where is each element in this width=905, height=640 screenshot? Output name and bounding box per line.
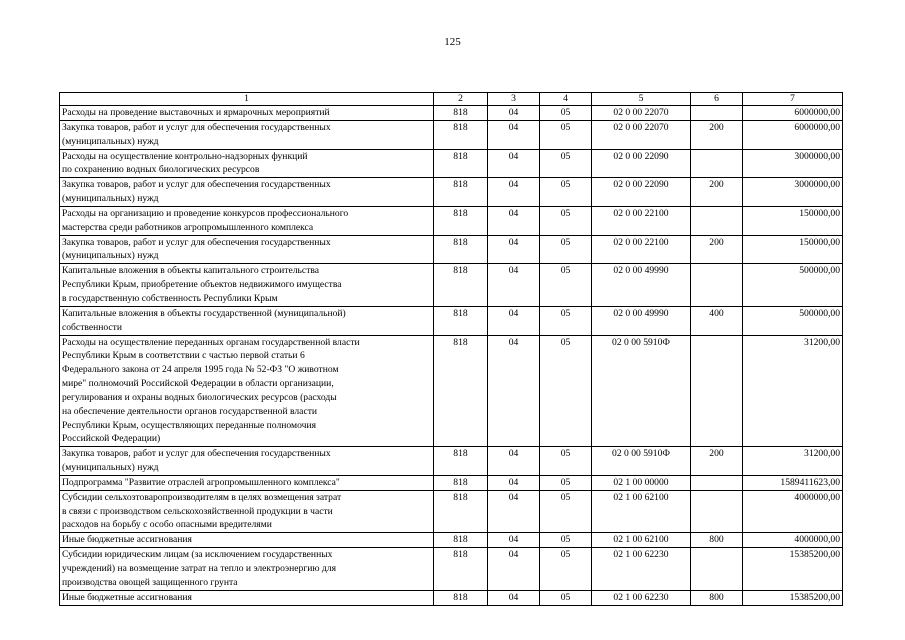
row-section-code: 04 bbox=[488, 590, 540, 605]
row-name: Субсидии юридическим лицам (за исключением государственных учреждений) на возмещение затрат на тепло и электроэнергию для производства овощей защищенного грунта bbox=[60, 548, 434, 591]
row-section-code: 04 bbox=[488, 548, 540, 591]
table-row bbox=[60, 178, 843, 207]
column-header: 4 bbox=[540, 93, 592, 106]
row-expense-type-code: 800 bbox=[691, 533, 743, 548]
column-header: 6 bbox=[691, 93, 743, 106]
row-expense-type-code bbox=[691, 490, 743, 533]
row-target-article-code: 02 0 00 5910Ф bbox=[592, 447, 691, 476]
row-section-code: 04 bbox=[488, 106, 540, 121]
row-section-code: 04 bbox=[488, 335, 540, 447]
row-expense-type-code: 200 bbox=[691, 447, 743, 476]
row-target-article-code: 02 0 00 5910Ф bbox=[592, 335, 691, 447]
row-subsection-code: 05 bbox=[540, 149, 592, 178]
row-subsection-code: 05 bbox=[540, 306, 592, 335]
row-target-article-code: 02 0 00 22100 bbox=[592, 235, 691, 264]
row-target-article-code: 02 0 00 49990 bbox=[592, 264, 691, 307]
row-target-article-code: 02 0 00 22070 bbox=[592, 106, 691, 121]
table-row bbox=[60, 206, 843, 235]
row-amount: 31200,00 bbox=[743, 335, 843, 447]
row-subsection-code: 05 bbox=[540, 235, 592, 264]
budget-table bbox=[59, 92, 843, 606]
row-expense-type-code bbox=[691, 335, 743, 447]
table-row bbox=[60, 120, 843, 149]
row-department-code: 818 bbox=[434, 306, 488, 335]
row-name: Расходы на осуществление переданных органам государственной власти Республики Крым в соответствии с частью первой статьи 6 Федерального закона от 24 апреля 1995 года № 52-ФЗ "О животном мире" полномочий Российской Федерации в области организации, регулирования и охраны водных биологических ресурсов (расходы на обеспечение деятельности органов государственной власти Республики Крым, осуществляющих переданные полномочия Российской Федерации) bbox=[60, 335, 434, 447]
table-row bbox=[60, 264, 843, 307]
row-target-article-code: 02 1 00 62230 bbox=[592, 548, 691, 591]
row-target-article-code: 02 1 00 62100 bbox=[592, 490, 691, 533]
header-row bbox=[60, 93, 843, 106]
row-department-code: 818 bbox=[434, 178, 488, 207]
row-subsection-code: 05 bbox=[540, 178, 592, 207]
row-expense-type-code bbox=[691, 106, 743, 121]
row-section-code: 04 bbox=[488, 475, 540, 490]
table-row bbox=[60, 335, 843, 447]
row-amount: 500000,00 bbox=[743, 264, 843, 307]
row-name: Расходы на организацию и проведение конкурсов профессионального мастерства среди работников агропромышленного комплекса bbox=[60, 206, 434, 235]
row-department-code: 818 bbox=[434, 490, 488, 533]
row-target-article-code: 02 0 00 22070 bbox=[592, 120, 691, 149]
row-target-article-code: 02 1 00 62100 bbox=[592, 533, 691, 548]
row-amount: 31200,00 bbox=[743, 447, 843, 476]
row-name: Субсидии сельхозтоваропроизводителям в целях возмещения затрат в связи с производством сельскохозяйственной продукции в части расходов на борьбу с особо опасными вредителями bbox=[60, 490, 434, 533]
row-target-article-code: 02 0 00 22090 bbox=[592, 149, 691, 178]
row-amount: 150000,00 bbox=[743, 206, 843, 235]
row-section-code: 04 bbox=[488, 490, 540, 533]
table-row bbox=[60, 106, 843, 121]
row-expense-type-code: 200 bbox=[691, 235, 743, 264]
row-target-article-code: 02 1 00 00000 bbox=[592, 475, 691, 490]
row-expense-type-code bbox=[691, 149, 743, 178]
table-row bbox=[60, 306, 843, 335]
row-name: Иные бюджетные ассигнования bbox=[60, 533, 434, 548]
row-subsection-code: 05 bbox=[540, 533, 592, 548]
row-subsection-code: 05 bbox=[540, 206, 592, 235]
row-department-code: 818 bbox=[434, 447, 488, 476]
table-row bbox=[60, 548, 843, 591]
row-section-code: 04 bbox=[488, 306, 540, 335]
row-subsection-code: 05 bbox=[540, 106, 592, 121]
row-expense-type-code bbox=[691, 548, 743, 591]
page-number: 125 bbox=[444, 36, 461, 48]
row-target-article-code: 02 0 00 22090 bbox=[592, 178, 691, 207]
column-header: 2 bbox=[434, 93, 488, 106]
row-expense-type-code: 800 bbox=[691, 590, 743, 605]
row-name: Расходы на осуществление контрольно-надзорных функций по сохранению водных биологических ресурсов bbox=[60, 149, 434, 178]
row-amount: 15385200,00 bbox=[743, 548, 843, 591]
row-name: Подпрограмма "Развитие отраслей агропромышленного комплекса" bbox=[60, 475, 434, 490]
table-row bbox=[60, 533, 843, 548]
row-name: Закупка товаров, работ и услуг для обеспечения государственных (муниципальных) нужд bbox=[60, 235, 434, 264]
row-subsection-code: 05 bbox=[540, 475, 592, 490]
row-amount: 3000000,00 bbox=[743, 149, 843, 178]
row-amount: 3000000,00 bbox=[743, 178, 843, 207]
row-target-article-code: 02 0 00 49990 bbox=[592, 306, 691, 335]
row-section-code: 04 bbox=[488, 235, 540, 264]
row-name: Закупка товаров, работ и услуг для обеспечения государственных (муниципальных) нужд bbox=[60, 120, 434, 149]
row-department-code: 818 bbox=[434, 235, 488, 264]
row-section-code: 04 bbox=[488, 120, 540, 149]
column-header: 5 bbox=[592, 93, 691, 106]
row-section-code: 04 bbox=[488, 447, 540, 476]
row-name: Капитальные вложения в объекты государственной (муниципальной) собственности bbox=[60, 306, 434, 335]
row-subsection-code: 05 bbox=[540, 590, 592, 605]
row-department-code: 818 bbox=[434, 149, 488, 178]
row-expense-type-code: 200 bbox=[691, 178, 743, 207]
row-subsection-code: 05 bbox=[540, 335, 592, 447]
table-row bbox=[60, 475, 843, 490]
row-department-code: 818 bbox=[434, 264, 488, 307]
row-amount: 6000000,00 bbox=[743, 106, 843, 121]
row-section-code: 04 bbox=[488, 178, 540, 207]
row-subsection-code: 05 bbox=[540, 120, 592, 149]
row-target-article-code: 02 0 00 22100 bbox=[592, 206, 691, 235]
row-amount: 150000,00 bbox=[743, 235, 843, 264]
row-subsection-code: 05 bbox=[540, 548, 592, 591]
column-header: 7 bbox=[743, 93, 843, 106]
column-header: 3 bbox=[488, 93, 540, 106]
row-name: Закупка товаров, работ и услуг для обеспечения государственных (муниципальных) нужд bbox=[60, 178, 434, 207]
row-expense-type-code bbox=[691, 206, 743, 235]
row-section-code: 04 bbox=[488, 264, 540, 307]
row-amount: 15385200,00 bbox=[743, 590, 843, 605]
row-amount: 4000000,00 bbox=[743, 533, 843, 548]
table-row bbox=[60, 447, 843, 476]
row-department-code: 818 bbox=[434, 106, 488, 121]
row-section-code: 04 bbox=[488, 149, 540, 178]
table-row bbox=[60, 149, 843, 178]
row-amount: 6000000,00 bbox=[743, 120, 843, 149]
row-department-code: 818 bbox=[434, 590, 488, 605]
row-expense-type-code bbox=[691, 264, 743, 307]
row-subsection-code: 05 bbox=[540, 447, 592, 476]
row-expense-type-code: 200 bbox=[691, 120, 743, 149]
row-subsection-code: 05 bbox=[540, 490, 592, 533]
table-row bbox=[60, 590, 843, 605]
row-name: Иные бюджетные ассигнования bbox=[60, 590, 434, 605]
row-section-code: 04 bbox=[488, 533, 540, 548]
row-expense-type-code bbox=[691, 475, 743, 490]
row-amount: 1589411623,00 bbox=[743, 475, 843, 490]
row-department-code: 818 bbox=[434, 120, 488, 149]
row-section-code: 04 bbox=[488, 206, 540, 235]
row-amount: 4000000,00 bbox=[743, 490, 843, 533]
row-department-code: 818 bbox=[434, 335, 488, 447]
table-row bbox=[60, 490, 843, 533]
column-header: 1 bbox=[60, 93, 434, 106]
row-department-code: 818 bbox=[434, 548, 488, 591]
row-department-code: 818 bbox=[434, 206, 488, 235]
row-name: Закупка товаров, работ и услуг для обеспечения государственных (муниципальных) нужд bbox=[60, 447, 434, 476]
table-row bbox=[60, 235, 843, 264]
row-department-code: 818 bbox=[434, 533, 488, 548]
row-name: Капитальные вложения в объекты капитального строительства Республики Крым, приобретение объектов недвижимого имущества в государственную собственность Республики Крым bbox=[60, 264, 434, 307]
row-expense-type-code: 400 bbox=[691, 306, 743, 335]
row-name: Расходы на проведение выставочных и ярмарочных мероприятий bbox=[60, 106, 434, 121]
row-amount: 500000,00 bbox=[743, 306, 843, 335]
row-target-article-code: 02 1 00 62230 bbox=[592, 590, 691, 605]
row-subsection-code: 05 bbox=[540, 264, 592, 307]
row-department-code: 818 bbox=[434, 475, 488, 490]
